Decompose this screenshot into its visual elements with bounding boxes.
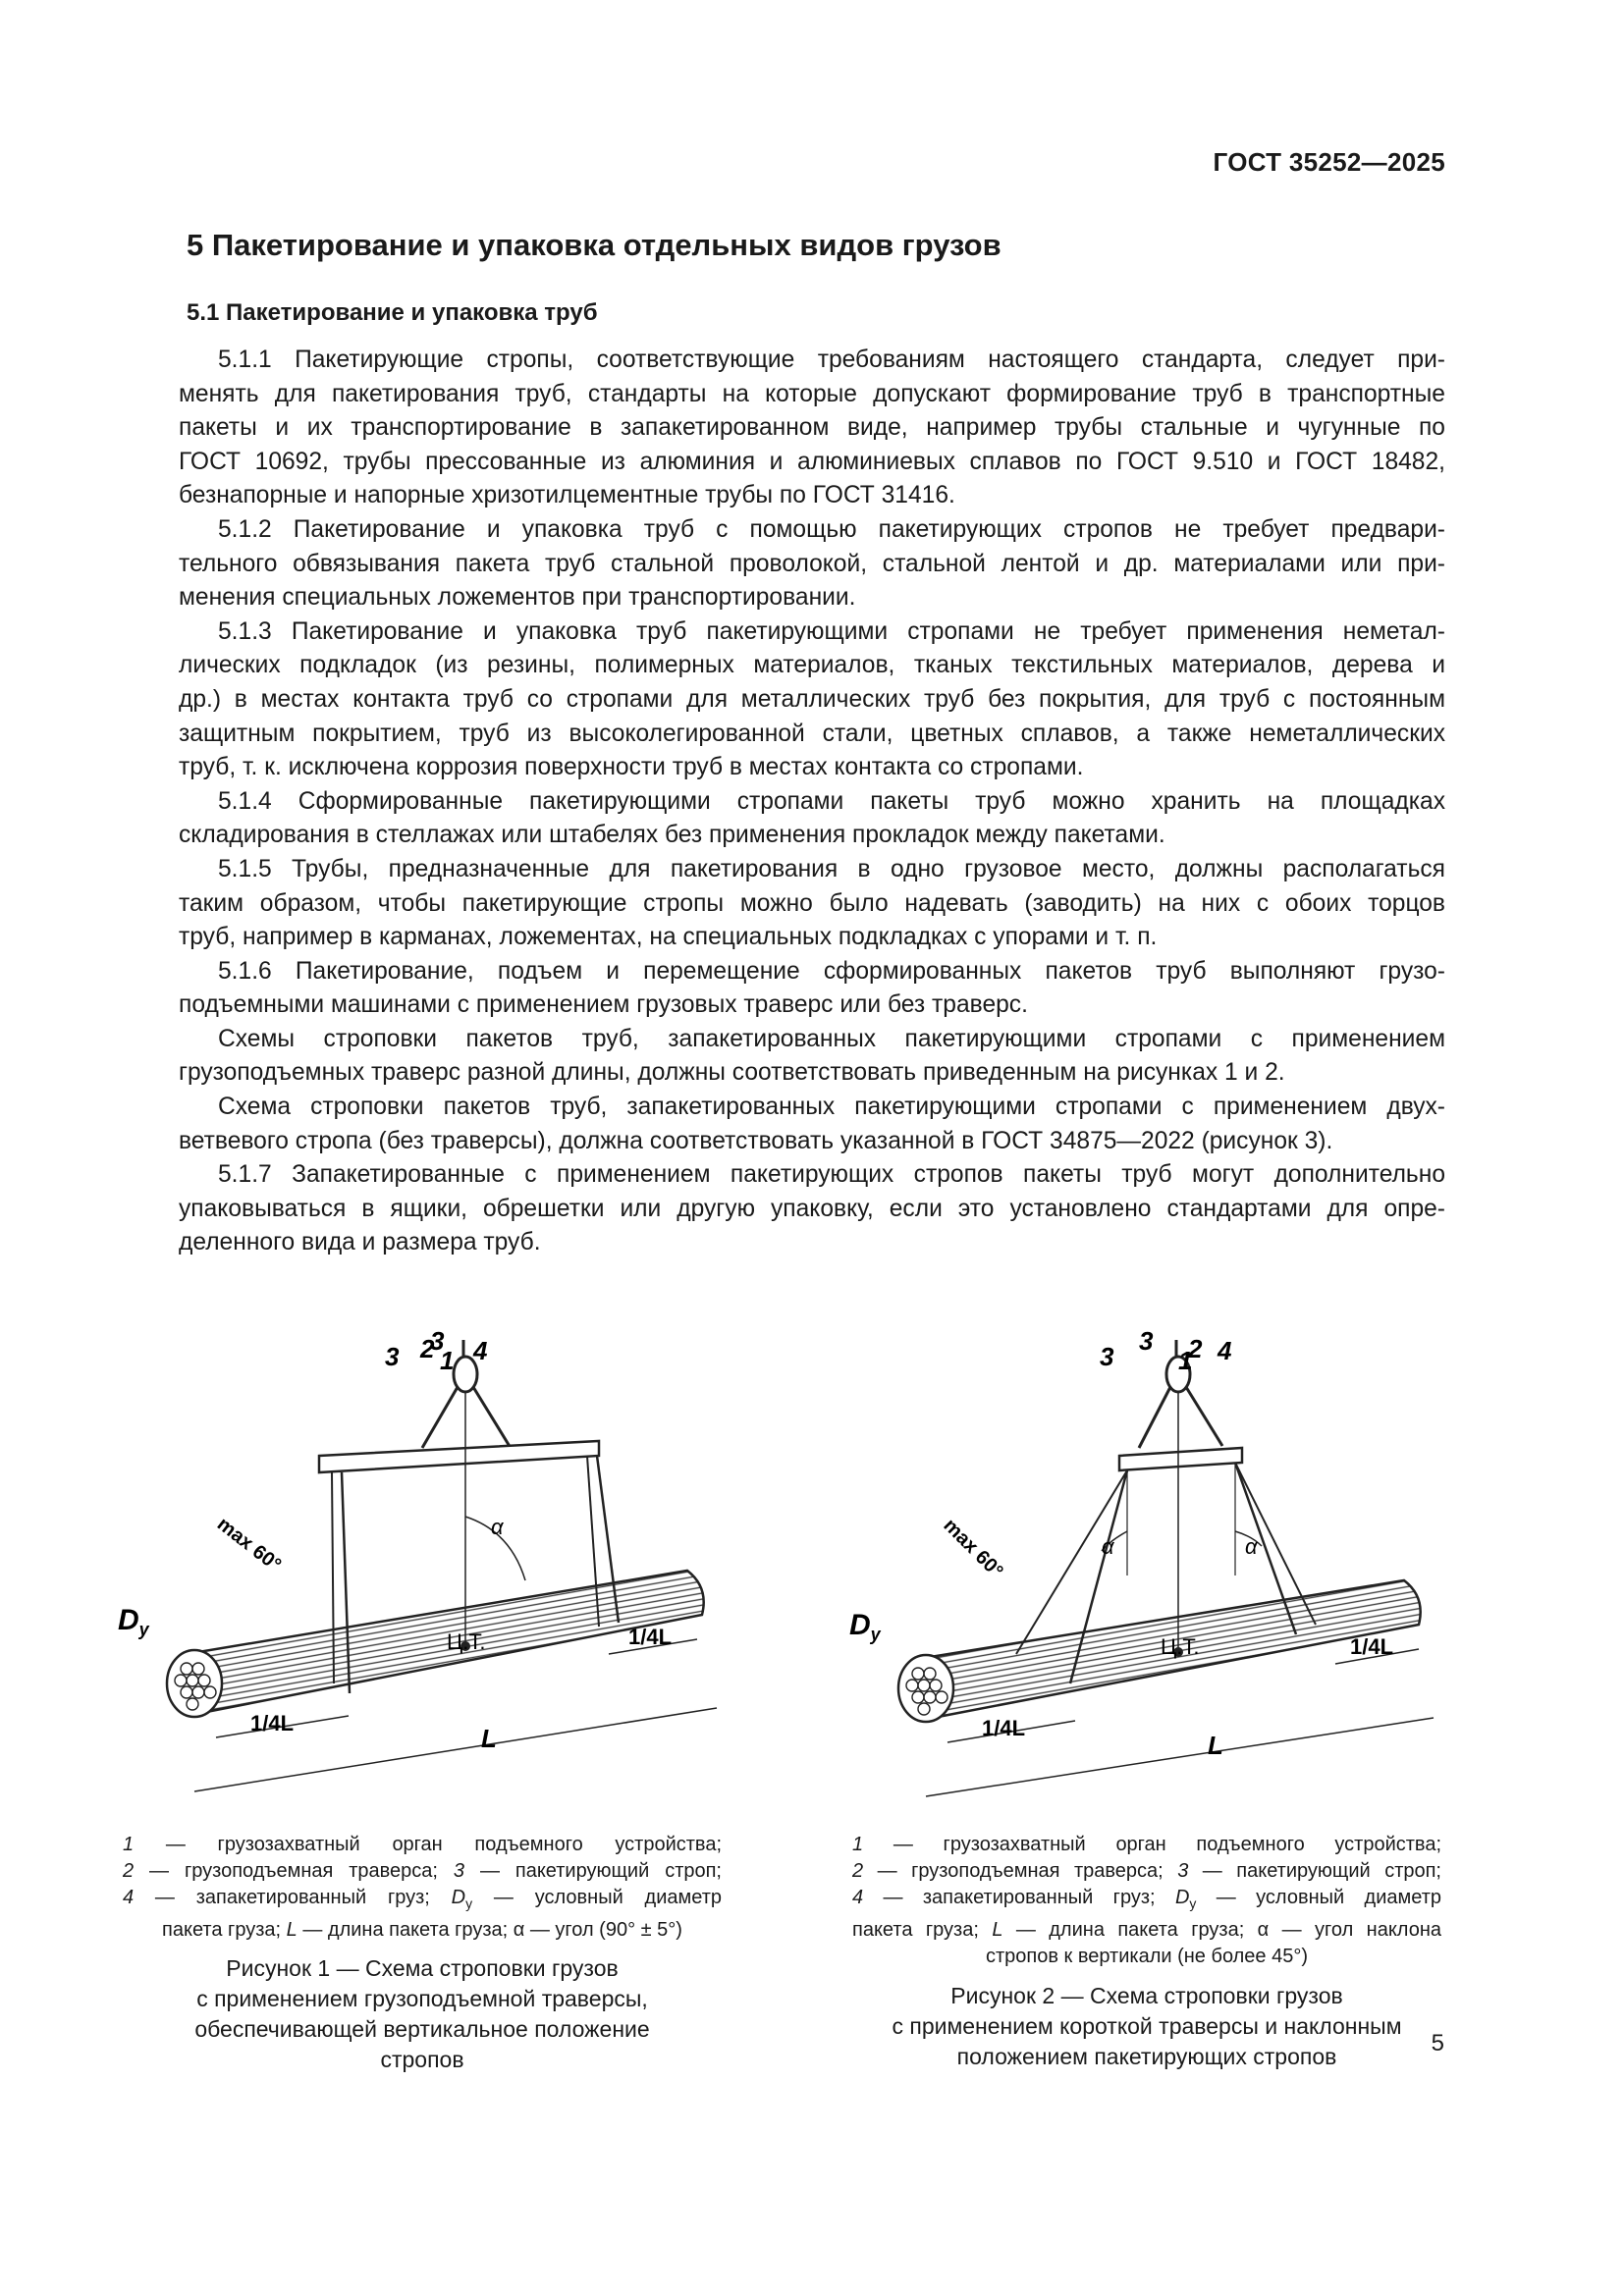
figure-1-legend: 1 — грузозахватный орган подъемного устройства; 2 — грузоподъемная траверса; 3 — пакетирующий строп; 4 — запакетированный груз; $D_y$ — условный диаметр пакета груза; L — длина пакета груза; α — угол (90° ± 5°) (123, 1834, 722, 1941)
text-line: ГОСТ 10692, трубы прессованные из алюминия и алюминиевых сплавов по ГОСТ 9.510 и ГОСТ 18482, (179, 448, 1445, 475)
fig1-label-quarter-left: 1/4L (250, 1711, 295, 1735)
fig1-label-ct: Ц.Т. (447, 1629, 486, 1654)
fig1-label-dy: $D_y$ (118, 1604, 149, 1639)
text-line: лических подкладок (из резины, полимерных материалов, тканых текстильных материалов, дерева и (179, 652, 1445, 679)
text-line: 5.1.7 Запакетированные с применением пакетирующих стропов пакеты труб могут дополнительно (218, 1161, 1445, 1189)
fig2-label-1: 1 (1178, 1346, 1193, 1375)
fig2-label-dy: $D_y$ (849, 1609, 881, 1644)
page-number: 5 (1431, 2030, 1444, 2056)
text-line: труб, т. к. исключена коррозия поверхности труб в местах контакта со стропами. (179, 754, 1084, 781)
body-text (179, 344, 1445, 1260)
text-line: упаковываться в ящики, обрешетки или другую упаковку, если это установлено стандартами для опре- (179, 1195, 1445, 1222)
text-line: деленного вида и размера труб. (179, 1229, 541, 1256)
text-line: труб, например в карманах, ложементах, на специальных подкладках с упорами и т. п. (179, 924, 1158, 951)
fig2-label-alpha-right: α (1245, 1534, 1258, 1559)
text-line: 5.1.2 Пакетирование и упаковка труб с помощью пакетирующих стропов не требует предвари- (218, 515, 1445, 543)
fig2-label-L: L (1208, 1731, 1223, 1760)
subsection-title: 5.1 Пакетирование и упаковка труб (187, 299, 598, 326)
fig2-label-ct: Ц.Т. (1161, 1634, 1200, 1659)
text-line: тельного обвязывания пакета труб стальной проволокой, стальной лентой и др. материалами или при- (179, 550, 1445, 577)
text-line: ветвевого стропа (без траверсы), должна соответствовать указанной в ГОСТ 34875—2022 (рисунок 3). (179, 1127, 1333, 1154)
text-line: подъемными машинами с применением грузовых траверс или без траверс. (179, 991, 1028, 1019)
text-line: 5.1.1 Пакетирующие стропы, соответствующие требованиям настоящего стандарта, следует при- (218, 347, 1445, 373)
text-line: др.) в местах контакта труб со стропами для металлических труб без покрытия, для труб с постоянным (179, 685, 1445, 713)
fig1-label-3b: 3 (430, 1330, 445, 1356)
fig2-label-2: 2 (1188, 1334, 1203, 1363)
text-line: менять для пакетирования труб, стандарты на которые допускают формирование труб в транспортные (179, 380, 1445, 407)
fig2-label-4: 4 (1218, 1336, 1232, 1365)
text-line: Схема строповки пакетов труб, запакетированных пакетирующими стропами с применением двух- (218, 1094, 1445, 1121)
figure-2-legend: 1 — грузозахватный орган подъемного устройства; 2 — грузоподъемная траверса; 3 — пакетирующий строп; 4 — запакетированный груз; $D_y$ — условный диаметр пакета груза; L — длина пакета груза; α — угол наклона стропов к вертикали (не более 45°) (852, 1834, 1441, 1967)
text-line: 5.1.6 Пакетирование, подъем и перемещение сформированных пакетов труб выполняют грузо- (218, 957, 1445, 985)
figure-1-drawing (108, 1330, 756, 1841)
fig1-label-L: L (481, 1724, 497, 1753)
figure-2-drawing (844, 1330, 1473, 1841)
fig1-label-alpha: α (491, 1515, 504, 1539)
fig2-label-quarter-left: 1/4L (982, 1716, 1026, 1740)
fig2-label-quarter-right: 1/4L (1350, 1634, 1394, 1659)
text-line: пакеты и их транспортирование в запакетированном виде, например трубы стальные и чугунные по (179, 414, 1445, 442)
fig2-label-max60: max 60° (939, 1514, 1007, 1583)
text-line: 5.1.3 Пакетирование и упаковка труб пакетирующими стропами не требует применения неметал- (218, 617, 1445, 645)
fig1-label-4: 4 (473, 1336, 488, 1365)
section-title: 5 Пакетирование и упаковка отдельных видов грузов (187, 228, 1001, 262)
figure-2-caption: Рисунок 2 — Схема строповки грузов с применением короткой траверсы и наклонным положением пакетирующих стропов (892, 1983, 1402, 2069)
fig1-label-2: 2 (420, 1334, 435, 1363)
text-line: 5.1.4 Сформированные пакетирующими стропами пакеты труб можно хранить на площадках (218, 787, 1445, 815)
text-line: защитным покрытием, труб из высоколегированной стали, цветных сплавов, а также неметаллических (179, 720, 1445, 747)
fig1-label-1: 1 (440, 1346, 455, 1375)
text-line: 5.1.5 Трубы, предназначенные для пакетирования в одно грузовое место, должны располагаться (218, 855, 1445, 882)
fig2-label-3a: 3 (1100, 1342, 1114, 1371)
fig1-label-3a: 3 (385, 1342, 400, 1371)
text-line: грузоподъемных траверс разной длины, должны соответствовать приведенным на рисунках 1 и 2. (179, 1059, 1285, 1087)
fig1-label-quarter-right: 1/4L (628, 1625, 673, 1649)
text-line: складирования в стеллажах или штабелях без применения прокладок между пакетами. (179, 822, 1165, 849)
figure-1-caption: Рисунок 1 — Схема строповки грузов с применением грузоподъемной траверсы, обеспечивающей вертикальное положение стропов (194, 1955, 650, 2072)
text-line: Схемы строповки пакетов труб, запакетированных пакетирующими стропами с применением (218, 1025, 1445, 1052)
text-line: менения специальных ложементов при транспортировании. (179, 584, 856, 612)
fig2-label-3b: 3 (1139, 1330, 1154, 1356)
fig2-label-alpha-left: α (1102, 1534, 1114, 1559)
text-line: безнапорные и напорные хризотилцементные трубы по ГОСТ 31416. (179, 482, 955, 509)
document-id: ГОСТ 35252—2025 (1213, 147, 1445, 177)
text-line: таким образом, чтобы пакетирующие стропы можно было надевать (заводить) на них с обоих торцов (179, 889, 1445, 917)
fig1-label-max60: max 60° (212, 1513, 286, 1576)
